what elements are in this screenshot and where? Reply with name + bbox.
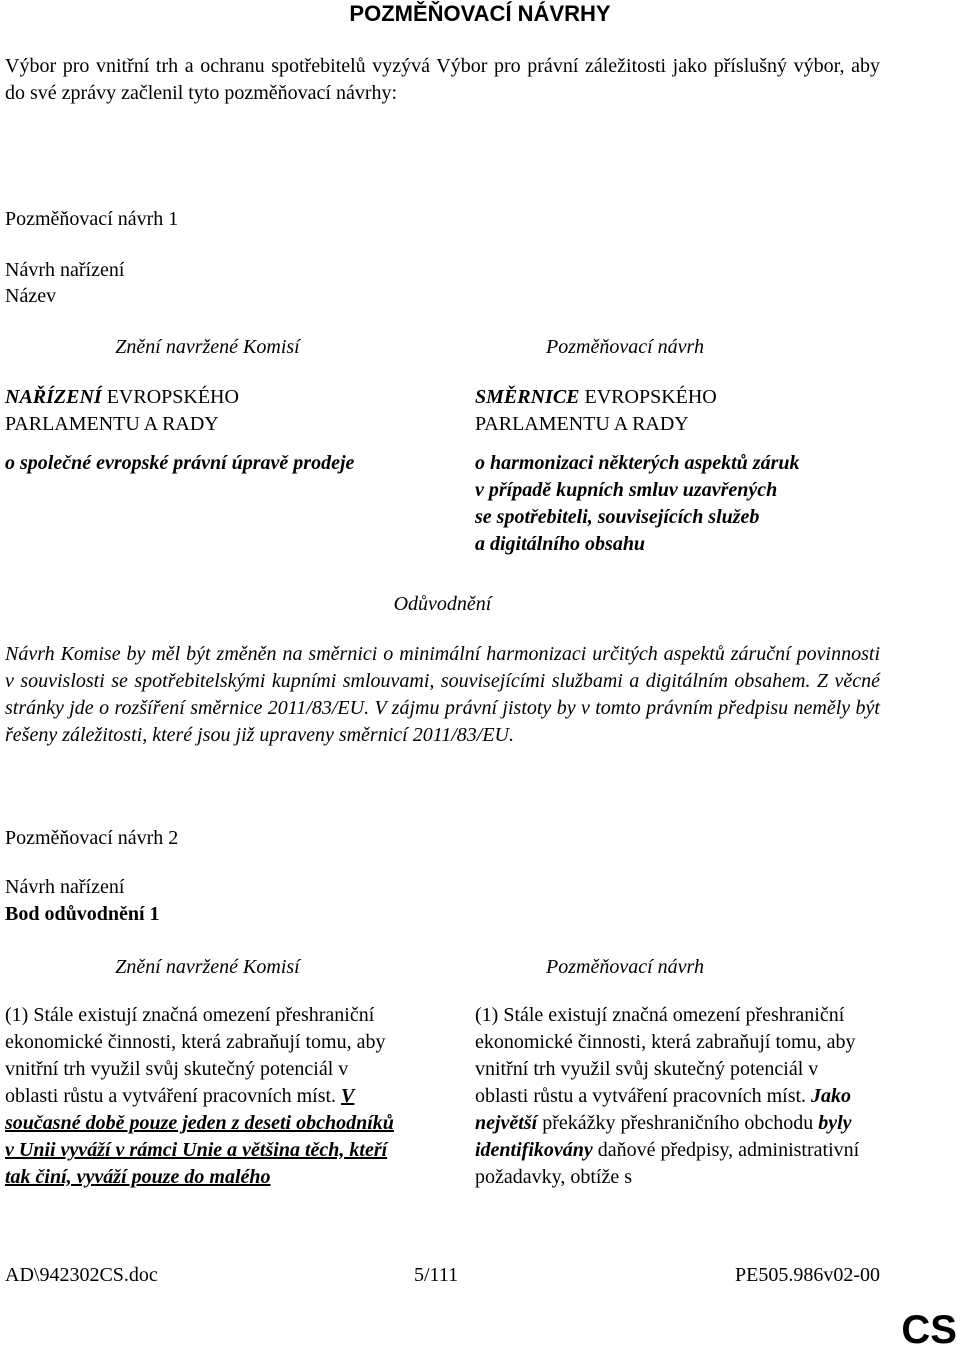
amendment-2-ref-recital: Bod odůvodnění 1 xyxy=(5,903,160,925)
right-subtitle-line: se spotřebiteli, souvisejících služeb xyxy=(475,506,760,528)
footer-page-number: 5/111 xyxy=(414,1264,459,1286)
amendment-2-right-text xyxy=(475,1002,870,1191)
right-recital-new-1: Jako největší xyxy=(475,1085,852,1134)
footer-doc-name: AD\942302CS.doc xyxy=(5,1264,158,1286)
left-title-line2: PARLAMENTU A RADY xyxy=(5,413,219,435)
amendment-1-ref-title: Název xyxy=(5,285,57,307)
amendment-1-right-subtitle xyxy=(475,450,895,558)
amendment-2-number: Pozměňovací návrh 2 xyxy=(5,827,179,849)
justification-text: Návrh Komise by měl být změněn na směrnici o minimální harmonizaci určitých aspektů záruční povinnosti v souvislosti se spotřebitelskými kupními smlouvami, souvisejícími službami a digitálním obsahem. Z věcné stránky jde o rozšíření směrnice 2011/83/EU. V zájmu právní jistoty by v tomto právním předpisu neměly být řešeny záležitosti, které jsou již upraveny směrnicí 2011/83/EU. xyxy=(5,643,880,746)
amendment-2-left-header: Znění navržené Komisí xyxy=(115,956,300,978)
page-title: POZMĚŇOVACÍ NÁVRHY xyxy=(349,1,611,26)
right-subtitle-line: v případě kupních smluv uzavřených xyxy=(475,479,778,501)
language-code: CS xyxy=(901,1308,957,1352)
right-title-rest: EVROPSKÉHO xyxy=(579,386,717,408)
intro-paragraph: Výbor pro vnitřní trh a ochranu spotřebitelů vyzývá Výbor pro právní záležitosti jako příslušný výbor, aby do své zprávy začlenil tyto pozměňovací návrhy: xyxy=(5,55,880,104)
left-recital-deleted: V současné době pouze jeden z deseti obchodníků v Unii vyváží v rámci Unie a většina těch, kteří tak činí, vyváží pouze do malého xyxy=(5,1085,394,1188)
amendment-1-left-header: Znění navržené Komisí xyxy=(115,336,300,358)
right-title-line2: PARLAMENTU A RADY xyxy=(475,413,689,435)
amendment-1-ref-proposal: Návrh nařízení xyxy=(5,259,125,281)
right-recital-new-2: byly identifikovány xyxy=(475,1112,852,1161)
left-title-rest: EVROPSKÉHO xyxy=(101,386,239,408)
right-recital-plain-3: daňové předpisy, administrativní požadavky, obtíže s xyxy=(475,1139,860,1188)
amendment-1-left-subtitle: o společné evropské právní úpravě prodeje xyxy=(5,452,355,474)
footer-reference: PE505.986v02-00 xyxy=(735,1264,880,1286)
left-recital-plain: (1) Stále existují značná omezení přeshraniční ekonomické činnosti, která zabraňují tomu, aby vnitřní trh využil svůj skutečný potenciál v oblasti růstu a vytváření pracovních míst. xyxy=(5,1004,386,1107)
amendment-1-right-title xyxy=(475,384,895,438)
amendment-2-ref-proposal: Návrh nařízení xyxy=(5,876,125,898)
amendment-1-right-header: Pozměňovací návrh xyxy=(546,336,704,358)
amendment-1-number: Pozměňovací návrh 1 xyxy=(5,208,179,230)
right-recital-plain-1: (1) Stále existují značná omezení přeshraniční ekonomické činnosti, která zabraňují tomu, aby vnitřní trh využil svůj skutečný potenciál v oblasti růstu a vytváření pracovních míst. xyxy=(475,1004,856,1107)
left-title-bold: NAŘÍZENÍ xyxy=(5,386,102,408)
amendment-2-left-text xyxy=(5,1002,400,1191)
right-recital-plain-2: překážky přeshraničního obchodu xyxy=(537,1112,819,1134)
right-title-bold: SMĚRNICE xyxy=(475,386,580,408)
justification-header: Odůvodnění xyxy=(393,593,492,615)
right-subtitle-line: o harmonizaci některých aspektů záruk xyxy=(475,452,800,474)
right-subtitle-line: a digitálního obsahu xyxy=(475,533,646,555)
amendment-2-right-header: Pozměňovací návrh xyxy=(546,956,704,978)
amendment-1-left-title xyxy=(5,384,410,438)
